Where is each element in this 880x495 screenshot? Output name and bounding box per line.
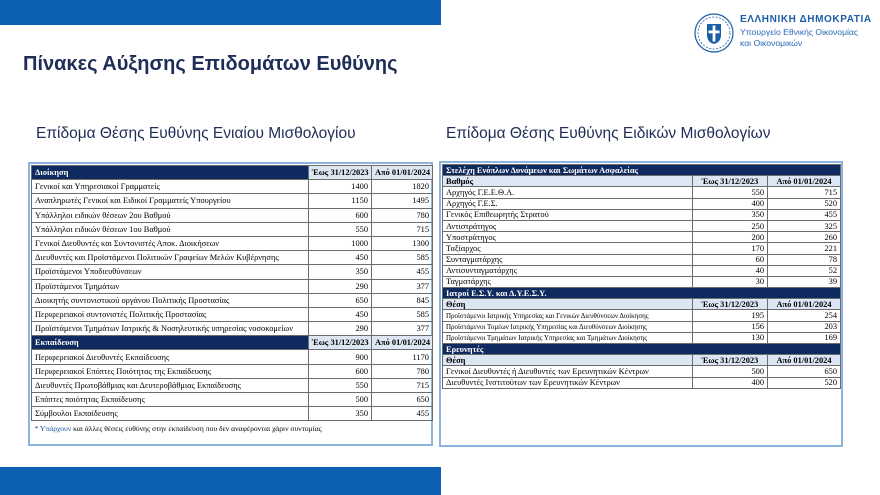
row-label: Ταξίαρχος (443, 243, 693, 254)
value-until-2023: 30 (693, 276, 768, 287)
table-row (443, 321, 841, 332)
value-until-2023: 450 (309, 251, 372, 265)
table-row (32, 293, 433, 307)
row-label: Υπάλληλοι ειδικών θέσεων 1ου Βαθμού (32, 222, 309, 236)
value-from-2024: 377 (372, 322, 433, 336)
value-until-2023: 170 (693, 243, 768, 254)
unified-payroll-table-panel (28, 162, 433, 446)
value-from-2024: 455 (372, 265, 433, 279)
value-until-2023: 650 (309, 293, 372, 307)
table-section-header (443, 288, 841, 299)
value-from-2024: 650 (768, 366, 841, 377)
table-row (443, 220, 841, 231)
table-column-header-row (443, 355, 841, 366)
value-until-2023: 550 (309, 222, 372, 236)
table-row (443, 265, 841, 276)
value-from-2024: 169 (768, 332, 841, 343)
value-until-2023: 400 (693, 377, 768, 388)
table-row (32, 407, 433, 421)
special-payroll-table-panel (439, 161, 843, 447)
value-until-2023: 550 (693, 187, 768, 198)
table-column-header-row (443, 176, 841, 187)
row-label: Γενικός Επιθεωρητής Στρατού (443, 209, 693, 220)
special-payroll-table (442, 164, 841, 389)
left-table-subtitle: Επίδομα Θέσης Ευθύνης Ενιαίου Μισθολογίου (36, 125, 356, 142)
value-from-2024: 1495 (372, 194, 433, 208)
value-from-2024: 221 (768, 243, 841, 254)
ministry-line-1: Υπουργείο Εθνικής Οικονομίας (740, 27, 859, 37)
value-from-2024: 325 (768, 220, 841, 231)
row-label: Αντισυνταγματάρχης (443, 265, 693, 276)
value-until-2023: 400 (693, 198, 768, 209)
row-label: Γενικοί Διευθυντές και Συντονιστές Αποκ. Διοικήσεων (32, 236, 309, 250)
table-row (32, 194, 433, 208)
value-from-2024: 845 (372, 293, 433, 307)
table-row (32, 251, 433, 265)
value-until-2023: 290 (309, 322, 372, 336)
value-from-2024: 585 (372, 307, 433, 321)
column-header-until: Έως 31/12/2023 (693, 299, 768, 310)
value-until-2023: 200 (693, 232, 768, 243)
value-until-2023: 130 (693, 332, 768, 343)
row-label: Σύμβουλοι Εκπαίδευσης (32, 407, 309, 421)
value-until-2023: 250 (693, 220, 768, 231)
row-label: Διευθυντές Πρωτοβάθμιας και Δευτεροβάθμιας Εκπαίδευσης (32, 378, 309, 392)
column-header-until: Έως 31/12/2023 (309, 336, 372, 350)
value-from-2024: 1820 (372, 180, 433, 194)
value-from-2024: 203 (768, 321, 841, 332)
table-row (32, 208, 433, 222)
value-until-2023: 550 (309, 378, 372, 392)
row-label: Ταγματάρχης (443, 276, 693, 287)
table-row (443, 332, 841, 343)
value-until-2023: 1150 (309, 194, 372, 208)
row-label: Προϊστάμενοι Τμημάτων Ιατρικής & Νοσηλευτικής υπηρεσίας νοσοκομείων (32, 322, 309, 336)
value-from-2024: 650 (372, 393, 433, 407)
table-row (443, 187, 841, 198)
row-label: Προϊστάμενοι Τμημάτων Ιατρικής Υπηρεσίας και Τμημάτων Διοίκησης (443, 332, 693, 343)
table-row (32, 393, 433, 407)
footnote-text: και άλλες θέσεις ευθύνης στην εκπαίδευση που δεν αναφέρονται χάριν συντομίας (73, 423, 322, 433)
value-from-2024: 780 (372, 364, 433, 378)
row-label: Περιφερειακοί Επόπτες Ποιότητας της Εκπαίδευσης (32, 364, 309, 378)
value-from-2024: 585 (372, 251, 433, 265)
table-section-header (443, 344, 841, 355)
value-from-2024: 78 (768, 254, 841, 265)
value-until-2023: 350 (309, 265, 372, 279)
table-row (443, 366, 841, 377)
column-header-label: Θέση (443, 299, 693, 310)
row-label: Συνταγματάρχης (443, 254, 693, 265)
value-from-2024: 39 (768, 276, 841, 287)
value-until-2023: 500 (309, 393, 372, 407)
row-label: Προϊστάμενοι Υποδιευθύνσεων (32, 265, 309, 279)
section-title: Ιατροί Ε.Σ.Υ. και Δ.Υ.Ε.Σ.Υ. (443, 288, 841, 299)
row-label: Διοικητής συντονιστικού οργάνου Πολιτικής Προστασίας (32, 293, 309, 307)
table-section-header (443, 165, 841, 176)
ministry-logo-text (740, 14, 872, 49)
column-header-until: Έως 31/12/2023 (693, 355, 768, 366)
table-row (32, 364, 433, 378)
table-row (443, 198, 841, 209)
column-header-until: Έως 31/12/2023 (309, 166, 372, 180)
row-label: Επόπτες ποιότητας Εκπαίδευσης (32, 393, 309, 407)
row-label: Διευθυντές Ινστιτούτων των Ερευνητικών Κέντρων (443, 377, 693, 388)
value-from-2024: 52 (768, 265, 841, 276)
column-header-from: Από 01/01/2024 (768, 299, 841, 310)
table-row (32, 180, 433, 194)
column-header-from: Από 01/01/2024 (372, 336, 433, 350)
value-until-2023: 195 (693, 310, 768, 321)
republic-label: ΕΛΛΗΝΙΚΗ ΔΗΜΟΚΡΑΤΙΑ (740, 14, 872, 25)
column-header-from: Από 01/01/2024 (372, 166, 433, 180)
page-title: Πίνακες Αύξησης Επιδομάτων Ευθύνης (23, 53, 398, 75)
value-until-2023: 60 (693, 254, 768, 265)
value-until-2023: 40 (693, 265, 768, 276)
table-section-header (32, 336, 433, 350)
table-row (32, 350, 433, 364)
bottom-accent-bar (0, 467, 441, 495)
row-label: Αρχηγός Γ.Ε.Ε.Θ.Α. (443, 187, 693, 198)
table-row (443, 276, 841, 287)
row-label: Γενικοί και Υπηρεσιακοί Γραμματείς (32, 180, 309, 194)
value-from-2024: 377 (372, 279, 433, 293)
table-row (443, 232, 841, 243)
row-label: Διευθυντές και Προϊστάμενοι Πολιτικών Γραφείων Μελών Κυβέρνησης (32, 251, 309, 265)
value-from-2024: 520 (768, 198, 841, 209)
value-from-2024: 1300 (372, 236, 433, 250)
row-label: Προϊστάμενοι Τομέων Ιατρικής Υπηρεσίας και Διευθύνσεων Διοίκησης (443, 321, 693, 332)
table-row (32, 307, 433, 321)
value-from-2024: 715 (372, 222, 433, 236)
row-label: Αντιστράτηγος (443, 220, 693, 231)
table-row (443, 254, 841, 265)
value-until-2023: 290 (309, 279, 372, 293)
table-row (32, 236, 433, 250)
value-until-2023: 500 (693, 366, 768, 377)
row-label: Αναπληρωτές Γενικοί και Ειδικοί Γραμματείς Υπουργείου (32, 194, 309, 208)
section-title: Διοίκηση (32, 166, 309, 180)
value-from-2024: 715 (768, 187, 841, 198)
column-header-until: Έως 31/12/2023 (693, 176, 768, 187)
row-label: Περιφερειακοί Διευθυντές Εκπαίδευσης (32, 350, 309, 364)
table-row (32, 378, 433, 392)
row-label: Υπάλληλοι ειδικών θέσεων 2ου Βαθμού (32, 208, 309, 222)
value-until-2023: 600 (309, 364, 372, 378)
unified-payroll-table (31, 165, 433, 435)
value-from-2024: 780 (372, 208, 433, 222)
footnote-star: * Υπάρχουν (34, 423, 72, 433)
table-row (443, 209, 841, 220)
column-header-from: Από 01/01/2024 (768, 355, 841, 366)
value-until-2023: 350 (309, 407, 372, 421)
column-header-label: Θέση (443, 355, 693, 366)
section-title: Στελέχη Ενόπλων Δυνάμεων και Σωμάτων Ασφαλείας (443, 165, 841, 176)
row-label: Αρχηγός Γ.Ε.Σ. (443, 198, 693, 209)
section-title: Εκπαίδευση (32, 336, 309, 350)
value-from-2024: 455 (372, 407, 433, 421)
value-from-2024: 715 (372, 378, 433, 392)
table-row (32, 279, 433, 293)
value-from-2024: 260 (768, 232, 841, 243)
right-table-subtitle: Επίδομα Θέσης Ευθύνης Ειδικών Μισθολογίων (446, 125, 771, 142)
column-header-from: Από 01/01/2024 (768, 176, 841, 187)
value-from-2024: 455 (768, 209, 841, 220)
value-from-2024: 254 (768, 310, 841, 321)
table-section-header (32, 166, 433, 180)
value-until-2023: 350 (693, 209, 768, 220)
value-until-2023: 1400 (309, 180, 372, 194)
value-from-2024: 520 (768, 377, 841, 388)
table-row (443, 243, 841, 254)
row-label: Προϊστάμενοι Τμημάτων (32, 279, 309, 293)
table-footnote (32, 421, 433, 435)
table-row (32, 322, 433, 336)
row-label: Γενικοί Διευθυντές ή Διευθυντές των Ερευνητικών Κέντρων (443, 366, 693, 377)
row-label: Υποστράτηγος (443, 232, 693, 243)
row-label: Περιφερειακοί συντονιστές Πολιτικής Προστασίας (32, 307, 309, 321)
table-row (443, 310, 841, 321)
table-row (32, 222, 433, 236)
row-label: Προϊστάμενοι Ιατρικής Υπηρεσίας και Γενικών Διευθύνσεων Διοίκησης (443, 310, 693, 321)
ministry-line-2: και Οικονομικών (740, 38, 803, 48)
greek-coat-of-arms-icon (694, 13, 734, 53)
value-until-2023: 1000 (309, 236, 372, 250)
table-column-header-row (443, 299, 841, 310)
table-row (443, 377, 841, 388)
value-until-2023: 156 (693, 321, 768, 332)
value-until-2023: 600 (309, 208, 372, 222)
value-until-2023: 450 (309, 307, 372, 321)
value-from-2024: 1170 (372, 350, 433, 364)
section-title: Ερευνητές (443, 344, 841, 355)
value-until-2023: 900 (309, 350, 372, 364)
table-row (32, 265, 433, 279)
column-header-label: Βαθμός (443, 176, 693, 187)
top-accent-bar (0, 0, 441, 25)
